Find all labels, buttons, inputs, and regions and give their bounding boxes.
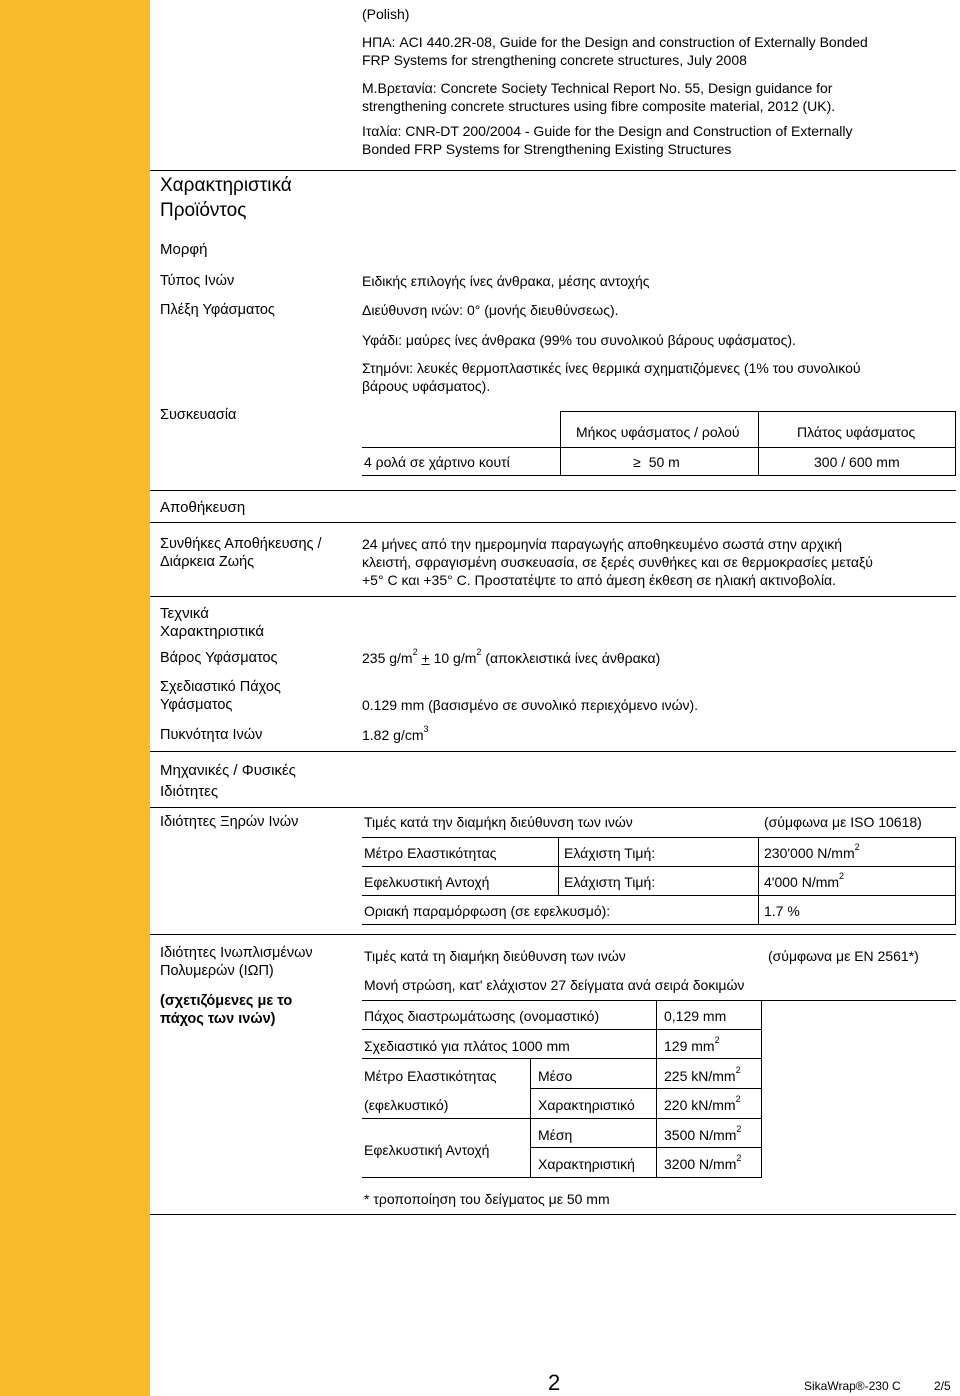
section-heading-mechanical-2: Ιδιότητες bbox=[160, 783, 219, 800]
table-vline bbox=[530, 1059, 531, 1177]
table-line bbox=[362, 1177, 762, 1178]
table-line bbox=[362, 924, 956, 925]
weave-direction: Διεύθυνση ινών: 0° (μονής διευθύνσεως). bbox=[362, 302, 619, 318]
laminate-tensile-char-label: Χαρακτηριστική bbox=[538, 1156, 635, 1172]
pack-col-width: Πλάτος υφάσματος bbox=[797, 424, 916, 440]
pack-table-bottom bbox=[362, 475, 956, 476]
footer-product: SikaWrap®-230 C bbox=[804, 1379, 901, 1393]
divider bbox=[150, 751, 956, 752]
storage-text-line1: 24 μήνες από την ημερομηνία παραγωγής αποθηκευμένο σωστά στην αρχική bbox=[362, 536, 843, 552]
table-line bbox=[362, 866, 956, 867]
laminate-tensile-label: Εφελκυστική Αντοχή bbox=[364, 1142, 490, 1158]
page-number: 2 bbox=[548, 1370, 561, 1395]
table-line bbox=[362, 1118, 762, 1119]
subheading-form: Μορφή bbox=[160, 241, 208, 258]
laminate-modulus-char-label: Χαρακτηριστικό bbox=[538, 1097, 635, 1113]
superscript: 2 bbox=[735, 1065, 741, 1075]
weight-value bbox=[362, 647, 661, 667]
thickness-label-line1: Σχεδιαστικό Πάχος bbox=[160, 679, 281, 695]
laminate-modulus-char-text: 220 kN/mm bbox=[664, 1097, 736, 1113]
divider bbox=[150, 1214, 956, 1215]
footer-pages: 2/5 bbox=[934, 1379, 951, 1393]
weave-label: Πλέξη Υφάσματος bbox=[160, 302, 275, 318]
superscript: 2 bbox=[736, 1153, 742, 1163]
pack-col-length: Μήκος υφάσματος / ρολού bbox=[576, 424, 740, 440]
dry-row-kind: Ελάχιστη Τιμή: bbox=[564, 874, 656, 890]
dry-row-name: Μέτρο Ελαστικότητας bbox=[364, 845, 497, 861]
laminate-standard: (σύμφωνα με EN 2561*) bbox=[768, 948, 919, 964]
plus-minus: + bbox=[421, 650, 430, 666]
weight-label: Βάρος Υφάσματος bbox=[160, 650, 278, 666]
dry-row-value-text: 230'000 N/mm bbox=[764, 845, 855, 861]
standard-uk-line1: Μ.Βρετανία: Concrete Society Technical Report No. 55, Design guidance for bbox=[362, 80, 833, 96]
table-line bbox=[362, 1000, 956, 1001]
pack-row-label: 4 ρολά σε χάρτινο κουτί bbox=[364, 454, 510, 470]
laminate-tensile-char-value bbox=[664, 1153, 742, 1173]
superscript: 2 bbox=[839, 871, 845, 881]
laminate-thickness-label: Πάχος διαστρωμάτωσης (ονομαστικό) bbox=[364, 1008, 600, 1024]
density-value bbox=[362, 724, 429, 744]
dry-row-name: Εφελκυστική Αντοχή bbox=[364, 874, 490, 890]
dry-row-value-text: 4'000 N/mm bbox=[764, 874, 840, 890]
laminate-modulus-label-line2: (εφελκυστικό) bbox=[364, 1097, 449, 1113]
laminate-cross-section-label: Σχεδιαστικό για πλάτος 1000 mm bbox=[364, 1038, 570, 1054]
weight-value-c: (αποκλειστικά ίνες άνθρακα) bbox=[481, 650, 661, 666]
weight-value-a: 235 g/m bbox=[362, 650, 413, 666]
superscript: 2 bbox=[714, 1035, 720, 1045]
divider bbox=[150, 170, 956, 171]
superscript: 2 bbox=[735, 1094, 741, 1104]
packaging-label: Συσκευασία bbox=[160, 407, 237, 423]
laminate-tensile-mean-value bbox=[664, 1124, 742, 1144]
pack-table-vline bbox=[560, 411, 561, 475]
divider bbox=[150, 934, 956, 935]
thickness-value: 0.129 mm (βασισμένο σε συνολικό περιεχόμενο ινών). bbox=[362, 697, 699, 713]
laminate-modulus-mean-label: Μέσο bbox=[538, 1068, 573, 1084]
pack-table-vline bbox=[758, 411, 759, 475]
dry-strain-value: 1.7 % bbox=[764, 903, 800, 919]
dry-strain-label: Οριακή παραμόρφωση (σε εφελκυσμό): bbox=[364, 903, 611, 919]
section-heading-product: Χαρακτηριστικά bbox=[160, 175, 292, 196]
laminate-modulus-mean-text: 225 kN/mm bbox=[664, 1068, 736, 1084]
thickness-label-line2: Υφάσματος bbox=[160, 697, 233, 713]
laminate-layer-note: Μονή στρώση, κατ' ελάχιστον 27 δείγματα ανά σειρά δοκιμών bbox=[364, 977, 745, 993]
laminate-label-line2: Πολυμερών (ΙΩΠ) bbox=[160, 963, 274, 979]
storage-text-line3: +5° C και +35° C. Προστατέψτε το από άμεση έκθεση σε ηλιακή ακτινοβολία. bbox=[362, 572, 837, 588]
weave-weft: Υφάδι: μαύρες ίνες άνθρακα (99% του συνολικού βάρους υφάσματος). bbox=[362, 332, 796, 348]
superscript: 2 bbox=[412, 647, 418, 657]
section-heading-product-2: Προϊόντος bbox=[160, 200, 247, 221]
table-vline bbox=[955, 837, 956, 924]
laminate-thickness-value: 0,129 mm bbox=[664, 1008, 727, 1024]
pack-table-mid bbox=[362, 447, 956, 448]
weave-warp-line2: βάρους υφάσματος). bbox=[362, 378, 491, 394]
dry-row-value bbox=[764, 871, 845, 891]
superscript: 3 bbox=[423, 724, 429, 734]
divider bbox=[150, 596, 956, 597]
table-line bbox=[362, 837, 956, 838]
table-line bbox=[530, 1088, 762, 1089]
yellow-sidebar bbox=[0, 0, 150, 1396]
standard-usa-line1: ΗΠΑ: ACI 440.2R-08, Guide for the Design and construction of Externally Bonded bbox=[362, 34, 868, 50]
divider bbox=[150, 490, 956, 491]
fiber-type-value: Ειδικής επιλογής ίνες άνθρακα, μέσης αντοχής bbox=[362, 273, 650, 289]
dry-row-value bbox=[764, 842, 860, 862]
laminate-modulus-char-value bbox=[664, 1094, 741, 1114]
greater-equal-icon: ≥ bbox=[633, 454, 641, 470]
section-heading-technical-2: Χαρακτηριστικά bbox=[160, 623, 265, 640]
laminate-label-line3: (σχετιζόμενες με το bbox=[160, 993, 293, 1009]
laminate-tensile-char-text: 3200 N/mm bbox=[664, 1156, 737, 1172]
table-vline bbox=[758, 837, 759, 924]
dry-fiber-standard: (σύμφωνα με ISO 10618) bbox=[764, 814, 922, 830]
laminate-cross-section-value-text: 129 mm bbox=[664, 1038, 715, 1054]
laminate-tensile-mean-label: Μέση bbox=[538, 1127, 573, 1143]
laminate-modulus-mean-value bbox=[664, 1065, 741, 1085]
storage-text-line2: κλειστή, σφραγισμένη συσκευασία, σε ξερές συνθήκες και σε θερμοκρασίες μεταξύ bbox=[362, 554, 873, 570]
storage-label-line2: Διάρκεια Ζωής bbox=[160, 554, 255, 570]
laminate-label-line1: Ιδιότητες Ινωπλισμένων bbox=[160, 945, 313, 961]
pack-table-vline bbox=[955, 411, 956, 475]
superscript: 2 bbox=[736, 1124, 742, 1134]
laminate-header: Τιμές κατά τη διαμήκη διεύθυνση των ινών bbox=[364, 948, 626, 964]
superscript: 2 bbox=[854, 842, 860, 852]
weave-warp-line1: Στημόνι: λευκές θερμοπλαστικές ίνες θερμικά σχηματιζόμενες (1% του συνολικού bbox=[362, 360, 861, 376]
storage-label-line1: Συνθήκες Αποθήκευσης / bbox=[160, 536, 322, 552]
fiber-type-label: Τύπος Ινών bbox=[160, 273, 235, 289]
dry-fiber-label: Ιδιότητες Ξηρών Ινών bbox=[160, 814, 299, 830]
table-line bbox=[362, 1029, 762, 1030]
pack-row-length-value: 50 m bbox=[648, 454, 680, 470]
dry-row-kind: Ελάχιστη Τιμή: bbox=[564, 845, 656, 861]
standard-polish: (Polish) bbox=[362, 6, 410, 22]
pack-row-width: 300 / 600 mm bbox=[814, 454, 900, 470]
standard-uk-line2: strengthening concrete structures using fibre composite material, 2012 (UK). bbox=[362, 98, 836, 114]
table-line bbox=[362, 1058, 762, 1059]
section-heading-mechanical: Μηχανικές / Φυσικές bbox=[160, 762, 296, 779]
weight-value-b: 10 g/m bbox=[429, 650, 477, 666]
superscript: 2 bbox=[476, 647, 482, 657]
section-heading-storage: Αποθήκευση bbox=[160, 499, 246, 516]
divider bbox=[150, 522, 956, 523]
standard-it-line2: Bonded FRP Systems for Strengthening Existing Structures bbox=[362, 141, 732, 157]
pack-row-length bbox=[633, 454, 680, 471]
divider bbox=[150, 807, 956, 808]
laminate-footnote: * τροποποίηση του δείγματος με 50 mm bbox=[364, 1191, 610, 1207]
laminate-tensile-mean-text: 3500 N/mm bbox=[664, 1127, 737, 1143]
table-vline bbox=[558, 837, 559, 895]
laminate-label-line4: πάχος των ινών) bbox=[160, 1011, 276, 1027]
table-line bbox=[362, 895, 956, 896]
laminate-cross-section-value bbox=[664, 1035, 720, 1055]
density-value-text: 1.82 g/cm bbox=[362, 727, 424, 743]
standard-it-line1: Ιταλία: CNR-DT 200/2004 - Guide for the Design and Construction of Externally bbox=[362, 123, 853, 139]
table-line bbox=[530, 1147, 762, 1148]
density-label: Πυκνότητα Ινών bbox=[160, 727, 263, 743]
table-vline bbox=[656, 1000, 657, 1177]
table-vline bbox=[761, 1000, 762, 1177]
laminate-modulus-label-line1: Μέτρο Ελαστικότητας bbox=[364, 1068, 497, 1084]
section-heading-technical: Τεχνικά bbox=[160, 605, 209, 622]
dry-fiber-header: Τιμές κατά την διαμήκη διεύθυνση των ινών bbox=[364, 814, 633, 830]
standard-usa-line2: FRP Systems for strengthening concrete structures, July 2008 bbox=[362, 52, 747, 68]
